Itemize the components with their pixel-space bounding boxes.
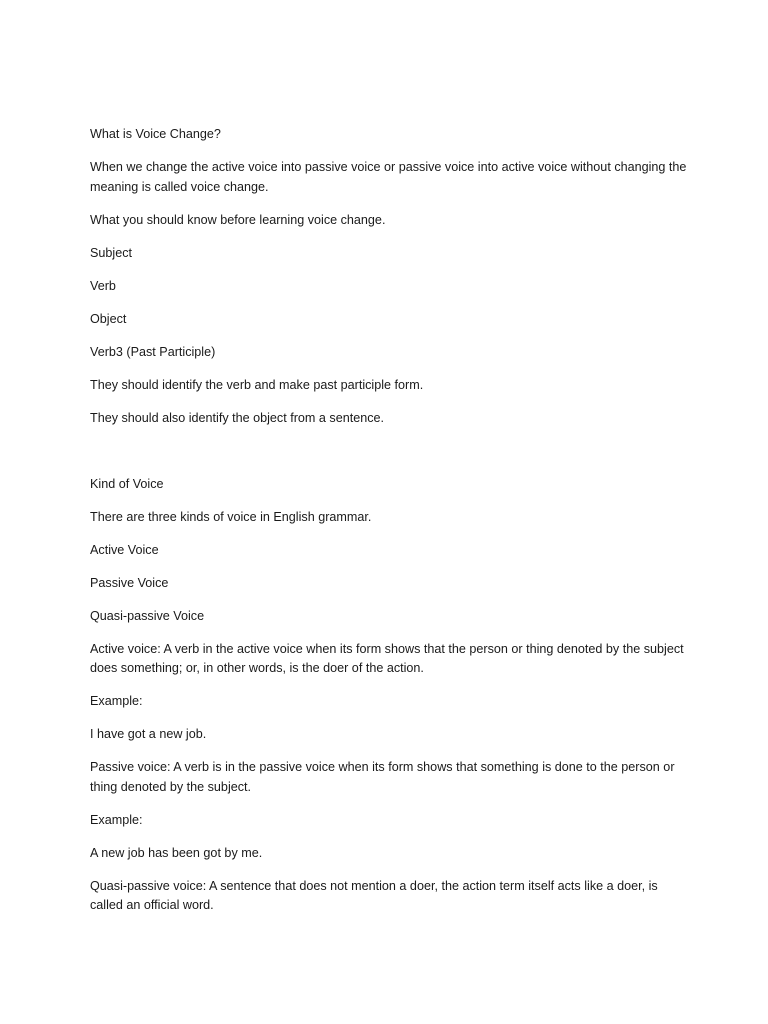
section-heading-voice-change: What is Voice Change? bbox=[90, 127, 221, 141]
kind-item-active: Active Voice bbox=[90, 542, 159, 557]
kind-item-quasi-passive: Quasi-passive Voice bbox=[90, 608, 205, 623]
passive-voice-definition: Passive voice: A verb is in the passive voice when its form shows that something is done to the person or thing denoted by the subject. bbox=[90, 760, 675, 794]
prerequisite-item-subject: Subject bbox=[90, 245, 133, 260]
active-example-label: Example: bbox=[90, 694, 143, 708]
prerequisite-item-verb3: Verb3 (Past Participle) bbox=[90, 344, 216, 359]
prerequisites-intro: What you should know before learning voice change. bbox=[90, 212, 386, 227]
note-identify-object: They should also identify the object from a sentence. bbox=[90, 410, 385, 425]
quasi-passive-definition: Quasi-passive voice: A sentence that does not mention a doer, the action term itself acts like a doer, is called an official word. bbox=[90, 878, 658, 912]
voice-change-definition: When we change the active voice into passive voice or passive voice into active voice without changing the meaning is called voice change. bbox=[90, 160, 687, 194]
kinds-intro: There are three kinds of voice in English grammar. bbox=[90, 509, 372, 524]
kind-item-passive: Passive Voice bbox=[90, 575, 169, 590]
active-voice-definition: Active voice: A verb in the active voice when its form shows that the person or thing denoted by the subject does something; or, in other words, is the doer of the action. bbox=[90, 641, 684, 675]
section-heading-kind-of-voice: Kind of Voice bbox=[90, 476, 164, 491]
prerequisite-item-object: Object bbox=[90, 311, 127, 326]
active-example-sentence: I have got a new job. bbox=[90, 727, 207, 741]
prerequisite-item-verb: Verb bbox=[90, 278, 116, 293]
document-body bbox=[90, 125, 690, 929]
passive-example-label: Example: bbox=[90, 812, 143, 827]
section-spacer bbox=[90, 442, 690, 475]
passive-example-sentence: A new job has been got by me. bbox=[90, 845, 263, 860]
note-identify-verb: They should identify the verb and make past participle form. bbox=[90, 377, 424, 392]
